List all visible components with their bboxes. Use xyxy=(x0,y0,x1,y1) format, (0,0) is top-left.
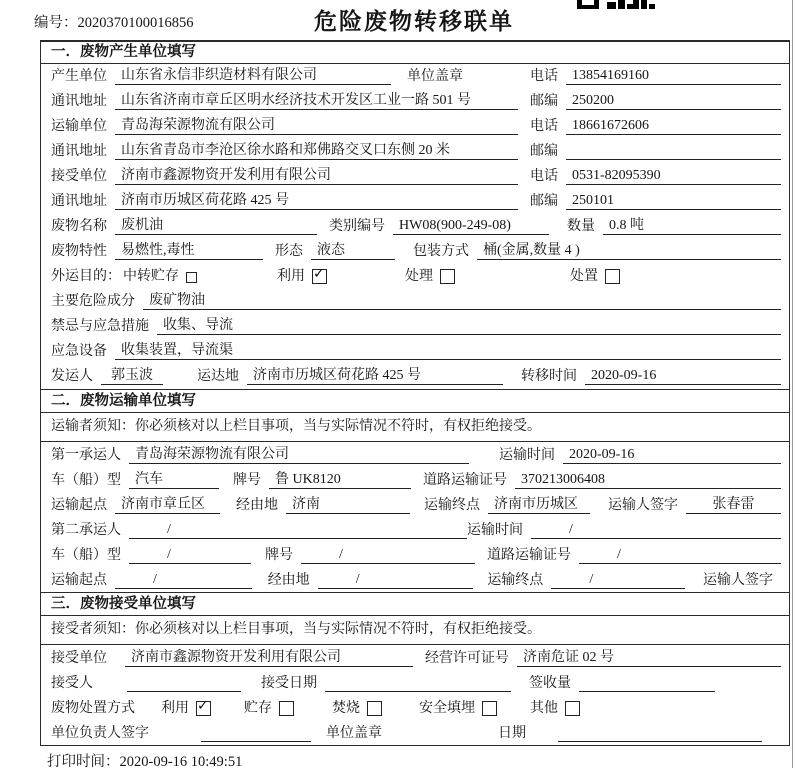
waste-name-value: 废机油 xyxy=(115,214,317,235)
disposal-option-landfill xyxy=(419,697,497,717)
endpoint-label: 运输终点 xyxy=(424,498,480,513)
origin-label: 运输起点 xyxy=(51,573,107,588)
first-origin-value: 济南市章丘区 xyxy=(115,493,220,514)
quantity-label: 数量 xyxy=(567,219,595,234)
hazard-components-value: 废矿物油 xyxy=(143,289,781,310)
transport-time-label: 运输时间 xyxy=(467,523,523,538)
purpose-option-treatment xyxy=(405,265,455,285)
seal-date-value xyxy=(558,741,762,742)
first-endpoint-value: 济南市历城区 xyxy=(488,493,590,514)
row-emergency-equipment xyxy=(41,339,789,364)
second-carrier-value: / xyxy=(129,522,467,539)
zip-label: 邮编 xyxy=(530,144,558,159)
row-first-vehicle xyxy=(41,467,789,492)
generator-phone-value: 13854169160 xyxy=(566,68,781,85)
purpose-option-reuse xyxy=(277,265,327,285)
reuse-checkbox xyxy=(196,701,211,716)
row-second-route xyxy=(41,567,789,592)
transporter-address-value: 山东省青岛市李沧区徐水路和郑佛路交叉口东侧 20 米 xyxy=(115,139,518,160)
generator-zip-value: 250200 xyxy=(566,93,781,110)
receiving-unit-label: 接受单位 xyxy=(51,651,107,666)
transporter-zip-value xyxy=(566,159,781,160)
option-label: 利用 xyxy=(161,701,189,716)
category-code-label: 类别编号 xyxy=(329,219,385,234)
row-emergency-measures xyxy=(41,314,789,339)
disposal-option-storage xyxy=(244,697,294,717)
physical-form-value: 液态 xyxy=(311,239,395,260)
phone-label: 电话 xyxy=(530,69,558,84)
first-plate-number-value: 鲁 UK8120 xyxy=(269,468,411,489)
treatment-checkbox xyxy=(440,269,455,284)
first-transport-time-value: 2020-09-16 xyxy=(563,447,781,464)
incineration-checkbox xyxy=(367,701,382,716)
road-permit-label: 道路运输证号 xyxy=(487,548,571,563)
print-time-label: 打印时间： xyxy=(47,754,120,770)
endpoint-label: 运输终点 xyxy=(487,573,544,588)
received-amount-value xyxy=(579,691,715,692)
sender-value: 郭玉波 xyxy=(101,364,163,385)
second-vehicle-type-value: / xyxy=(129,547,251,564)
option-label: 中转贮存 xyxy=(123,269,179,284)
print-time-value: 2020-09-16 10:49:51 xyxy=(119,754,243,770)
responsible-signature-value xyxy=(201,741,311,742)
first-carrier-signature-value: 张春雷 xyxy=(686,493,781,514)
landfill-checkbox xyxy=(482,701,497,716)
phone-label: 电话 xyxy=(530,119,558,134)
row-acceptor xyxy=(41,670,789,695)
vehicle-type-label: 车（船）型 xyxy=(51,473,121,488)
qr-code-fragment xyxy=(577,0,655,9)
section-transporter xyxy=(41,389,789,592)
physical-form-label: 形态 xyxy=(275,244,303,259)
unit-seal-label: 单位盖章 xyxy=(326,726,382,741)
other-checkbox xyxy=(565,701,580,716)
plate-number-label: 牌号 xyxy=(265,548,293,563)
section-receiver xyxy=(41,592,789,745)
purpose-option-disposal xyxy=(570,265,620,285)
emergency-measures-label: 禁忌与应急措施 xyxy=(51,319,149,334)
plate-number-label: 牌号 xyxy=(233,473,261,488)
transport-time-label: 运输时间 xyxy=(499,448,555,463)
receiver-zip-value: 250101 xyxy=(566,193,781,210)
transporter-unit-value: 青岛海荣源物流有限公司 xyxy=(115,114,518,135)
emergency-equipment-value: 收集装置，导流渠 xyxy=(115,339,781,360)
packing-value: 桶(金属,数量 4 ) xyxy=(477,239,781,260)
disposal-checkbox xyxy=(605,269,620,284)
quantity-value: 0.8 吨 xyxy=(603,214,781,235)
option-label: 其他 xyxy=(530,701,558,716)
emergency-equipment-label: 应急设备 xyxy=(51,344,107,359)
receiver-unit-value: 济南市鑫源物资开发利用有限公司 xyxy=(115,164,518,185)
receiver-unit-label: 接受单位 xyxy=(51,169,107,184)
first-carrier-value: 青岛海荣源物流有限公司 xyxy=(129,443,469,464)
generator-unit-value: 山东省永信非织造材料有限公司 xyxy=(115,64,391,85)
section-generator xyxy=(41,41,789,389)
carrier-signature-label: 运输人签字 xyxy=(703,573,773,588)
option-label: 安全填埋 xyxy=(419,701,475,716)
option-label: 贮存 xyxy=(244,701,272,716)
row-disposal-method xyxy=(41,695,789,720)
emergency-measures-value: 收集、导流 xyxy=(157,314,781,335)
first-carrier-label: 第一承运人 xyxy=(51,448,121,463)
first-via-value: 济南 xyxy=(286,493,410,514)
disposal-method-label: 废物处置方式 xyxy=(51,701,135,716)
document-header xyxy=(0,0,796,40)
row-first-route xyxy=(41,492,789,517)
disposal-option-other xyxy=(530,697,580,717)
second-endpoint-value: / xyxy=(551,572,685,589)
option-label: 处理 xyxy=(405,269,433,284)
transporter-notice: 运输者须知：你必须核对以上栏目事项，当与实际情况不符时，有权拒绝接受。 xyxy=(41,413,789,442)
row-receiving-unit xyxy=(41,645,789,670)
manifest-form xyxy=(40,40,790,746)
row-generator-unit xyxy=(41,64,789,89)
option-label: 焚烧 xyxy=(332,701,360,716)
phone-label: 电话 xyxy=(530,169,558,184)
origin-label: 运输起点 xyxy=(51,498,107,513)
address-label: 通讯地址 xyxy=(51,194,107,209)
sender-label: 发运人 xyxy=(51,369,93,384)
acceptor-label: 接受人 xyxy=(51,676,93,691)
received-amount-label: 签收量 xyxy=(529,676,571,691)
destination-value: 济南市历城区荷花路 425 号 xyxy=(247,364,503,385)
destination-label: 运达地 xyxy=(197,369,239,384)
second-carrier-label: 第二承运人 xyxy=(51,523,121,538)
road-permit-label: 道路运输证号 xyxy=(423,473,507,488)
zip-label: 邮编 xyxy=(530,94,558,109)
transporter-phone-value: 18661672606 xyxy=(566,118,781,135)
vehicle-type-label: 车（船）型 xyxy=(51,548,121,563)
scan-page-edge xyxy=(792,0,793,768)
via-label: 经由地 xyxy=(236,498,278,513)
transfer-storage-checkbox xyxy=(186,272,197,283)
acceptor-value xyxy=(127,691,241,692)
row-transporter-address xyxy=(41,139,789,164)
section3-header: 三．废物接受单位填写 xyxy=(41,592,789,616)
row-responsible-signature xyxy=(41,720,789,745)
storage-checkbox xyxy=(279,701,294,716)
first-vehicle-type-value: 汽车 xyxy=(129,468,219,489)
row-second-vehicle xyxy=(41,542,789,567)
waste-name-label: 废物名称 xyxy=(51,219,107,234)
receiver-address-value: 济南市历城区荷花路 425 号 xyxy=(115,189,518,210)
first-road-permit-value: 370213006408 xyxy=(515,472,781,489)
disposal-option-reuse xyxy=(161,697,211,717)
row-hazard-components xyxy=(41,289,789,314)
transfer-date-value: 2020-09-16 xyxy=(585,368,781,385)
second-plate-number-value: / xyxy=(301,547,475,564)
row-generator-address xyxy=(41,89,789,114)
section2-header: 二．废物运输单位填写 xyxy=(41,389,789,413)
packing-label: 包装方式 xyxy=(413,244,469,259)
page-title: 危险废物转移联单 xyxy=(314,8,514,34)
category-code-value: HW08(900-249-08) xyxy=(393,218,549,235)
transfer-date-label: 转移时间 xyxy=(521,369,577,384)
row-transfer-purpose xyxy=(41,264,789,289)
permit-number-value: 济南危证 02 号 xyxy=(517,646,781,667)
row-second-carrier xyxy=(41,517,789,542)
responsible-signature-label: 单位负责人签字 xyxy=(51,726,149,741)
second-transport-time-value: / xyxy=(531,522,781,539)
row-receiver-address xyxy=(41,189,789,214)
address-label: 通讯地址 xyxy=(51,144,107,159)
purpose-option-transfer-storage xyxy=(123,265,197,285)
row-transporter-unit xyxy=(41,114,789,139)
row-receiver-unit xyxy=(41,164,789,189)
receiving-unit-value: 济南市鑫源物资开发利用有限公司 xyxy=(125,646,413,667)
transporter-unit-label: 运输单位 xyxy=(51,119,107,134)
row-waste-characteristics xyxy=(41,239,789,264)
document-number-label: 编号： xyxy=(34,15,78,31)
generator-unit-label: 产生单位 xyxy=(51,69,107,84)
second-origin-value: / xyxy=(115,572,252,589)
characteristics-label: 废物特性 xyxy=(51,244,107,259)
date-label: 日期 xyxy=(498,726,526,741)
row-first-carrier xyxy=(41,442,789,467)
option-label: 利用 xyxy=(277,269,305,284)
purpose-label: 外运目的： xyxy=(51,269,121,284)
receiver-phone-value: 0531-82095390 xyxy=(566,168,781,185)
accept-date-label: 接受日期 xyxy=(261,676,317,691)
option-label: 处置 xyxy=(570,269,598,284)
hazard-components-label: 主要危险成分 xyxy=(51,294,135,309)
second-road-permit-value: / xyxy=(579,547,781,564)
document-number-value: 2020370100016856 xyxy=(77,15,194,31)
reuse-checkbox xyxy=(312,269,327,284)
zip-label: 邮编 xyxy=(530,194,558,209)
permit-number-label: 经营许可证号 xyxy=(425,651,509,666)
row-sender xyxy=(41,364,789,389)
receiver-notice: 接受者须知：你必须核对以上栏目事项，当与实际情况不符时，有权拒绝接受。 xyxy=(41,616,789,645)
address-label: 通讯地址 xyxy=(51,94,107,109)
accept-date-value xyxy=(325,691,511,692)
unit-seal-label: 单位盖章 xyxy=(407,69,463,84)
carrier-signature-label: 运输人签字 xyxy=(608,498,678,513)
disposal-option-incineration xyxy=(332,697,382,717)
characteristics-value: 易燃性,毒性 xyxy=(115,239,263,260)
generator-address-value: 山东省济南市章丘区明水经济技术开发区工业一路 501 号 xyxy=(115,89,518,110)
section1-header: 一．废物产生单位填写 xyxy=(41,41,789,64)
via-label: 经由地 xyxy=(267,573,310,588)
row-waste-name xyxy=(41,214,789,239)
second-via-value: / xyxy=(318,572,474,589)
